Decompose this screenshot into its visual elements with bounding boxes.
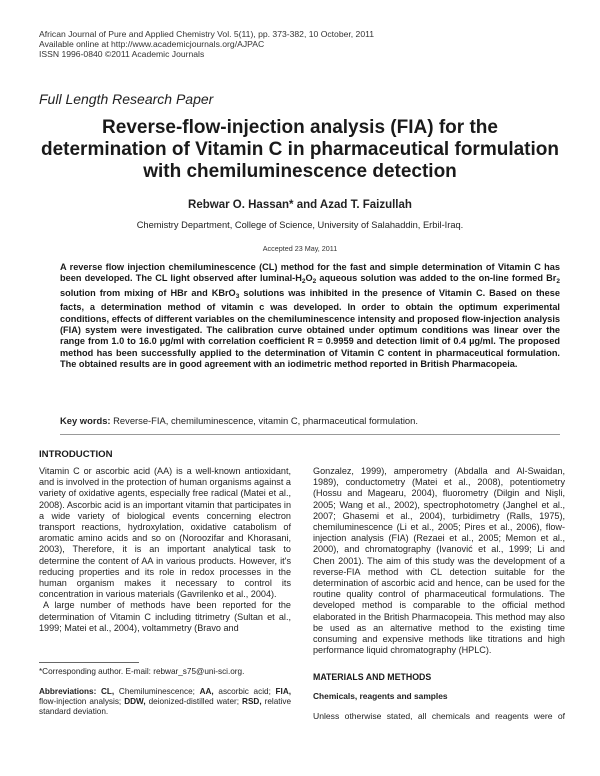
abbreviations-label: Abbreviations:: [39, 687, 97, 696]
methods-heading: MATERIALS AND METHODS: [313, 672, 432, 682]
abstract-text: solution from mixing of HBr and KBrO: [60, 287, 236, 298]
intro-paragraph-3: Gonzalez, 1999), amperometry (Abdalla and Al-Swaidan, 1989), conductometry (Matei et al., 2008), potentiometry (Hossu and Magearu, 2004), fluorometry (Dilgin and Nişli, 2005; Wang et al., 2002), spectrophotometry (Janghel et al., 2007; Ghasemi et al., 2004), turbidimetry (Ralls, 1975), chemiluminescence (Li et al., 2005; Pires et al., 2006), flow-injection analysis (FIA) (Rezaei et al., 2005; Memon et al., 2000), and chromatography (Ivanović et al., 1999; Li and Chen 2001). The aim of this study was the development of a reverse-FIA method with CL detection suitable for the determination of ascorbic acid and hence, can be used for the routine quality control of pharmaceutical formulations. The developed method is comparable to the official method elaborated in the British Pharmacopeia. This method may also be used as an alternative method to the existing time consuming and expensive methods like titrations and high performance liquid chromatography (HPLC).: [313, 466, 565, 656]
journal-citation: African Journal of Pure and Applied Chemistry Vol. 5(11), pp. 373-382, 10 October, 2011: [39, 29, 375, 39]
keywords-text: Reverse-FIA, chemiluminescence, vitamin C, pharmaceutical formulation.: [110, 415, 418, 426]
abstract-text: A reverse flow injection chemiluminescence (CL) method for the fast and simple determination of Vitamin C has been developed. The CL light observed after luminal-H: [60, 262, 560, 284]
abbreviations: [39, 687, 291, 718]
right-column: [313, 466, 565, 656]
abstract-subscript: 2: [312, 278, 317, 286]
abbr-def: Chemiluminescence;: [114, 687, 200, 696]
abbr-def: flow-injection analysis;: [39, 697, 125, 707]
intro-paragraph-2: A large number of methods have been reported for the determination of Vitamin C including titrimetry (Sultan et al., 1999; Matei et al., 2004), voltammetry (Bravo and: [39, 600, 291, 633]
affiliation: Chemistry Department, College of Science, University of Salahaddin, Erbil-Iraq.: [136, 220, 464, 230]
abbr-def: ascorbic acid;: [213, 687, 276, 696]
paper-title: Reverse-flow-injection analysis (FIA) for the determination of Vitamin C in pharmaceutical formulation with chemiluminescence detection: [40, 117, 559, 182]
journal-url: Available online at http://www.academicjournals.org/AJPAC: [39, 39, 265, 49]
abbr-term: CL,: [101, 687, 115, 696]
introduction-heading: INTRODUCTION: [39, 449, 113, 460]
intro-paragraph-1: Vitamin C or ascorbic acid (AA) is a well-known antioxidant, and is involved in the protection of human organisms against a variety of oxidative agents, especially free radical (Matei et al., 2008). Ascorbic acid is an important vitamin that participates in a wide variety of biological events concerning electron transport reactions, hydroxylation, oxidative catabolism of aromatic amino acids and so on (Noroozifar and Khorasani, 2003), Therefore, it is an important analytical task to determine the content of AA in various products. However, it's reducing properties and its role in redox processes in the human organism makes it necessary to control its concentration in various materials (Gavrilenko et al., 2004).: [39, 466, 291, 600]
methods-subheading: Chemicals, reagents and samples: [313, 691, 448, 701]
paper-type: Full Length Research Paper: [39, 91, 214, 107]
abstract-text: aqueous solution was added to the on-line formed Br: [316, 273, 557, 284]
abbr-term: AA,: [199, 687, 214, 696]
authors: Rebwar O. Hassan* and Azad T. Faizullah: [188, 199, 412, 211]
abbr-term: RSD,: [242, 697, 262, 707]
keywords: [60, 415, 560, 426]
footnote-divider: [39, 662, 139, 663]
abbr-def: relative standard deviation.: [39, 697, 291, 717]
keywords-label: Key words:: [60, 415, 111, 426]
abstract: [60, 262, 560, 371]
abstract-subscript: 2: [556, 278, 560, 286]
accepted-date: Accepted 23 May, 2011: [262, 244, 338, 253]
abstract-subscript: 3: [235, 292, 240, 300]
abbr-def: deionized-distilled water;: [145, 697, 243, 707]
left-column: [39, 466, 291, 634]
abstract-text: O: [305, 273, 313, 284]
corresponding-author: *Corresponding author. E-mail: rebwar_s75@uni-sci.org.: [39, 667, 245, 676]
abbr-term: FIA,: [275, 687, 292, 696]
abstract-subscript: 2: [301, 278, 306, 286]
abbr-term: DDW,: [124, 697, 146, 707]
methods-text: Unless otherwise stated, all chemicals and reagents were of: [313, 711, 565, 721]
section-divider: [60, 434, 560, 435]
abstract-text: solutions was inhibited in the presence of Vitamin C. Based on these facts, a determination method of vitamin c was developed. In order to obtain the optimum experimental conditions, effects of different variables on the chemiluminescence intensity and proposed flow-injection analysis (FIA) system were investigated. The calibration curve obtained under optimum conditions was linear over the range from 1.0 to 16.0 µg/ml with correlation coefficient R = 0.9959 and detection limit of 0.4 µg/ml. The proposed method has been successfully applied to the determination of Vitamin C content in pharmaceutical formulation. The obtained results are in good agreement with an iodimetric method reported in British Pharmacopeia.: [60, 287, 560, 370]
journal-issn: ISSN 1996-0840 ©2011 Academic Journals: [39, 49, 205, 59]
